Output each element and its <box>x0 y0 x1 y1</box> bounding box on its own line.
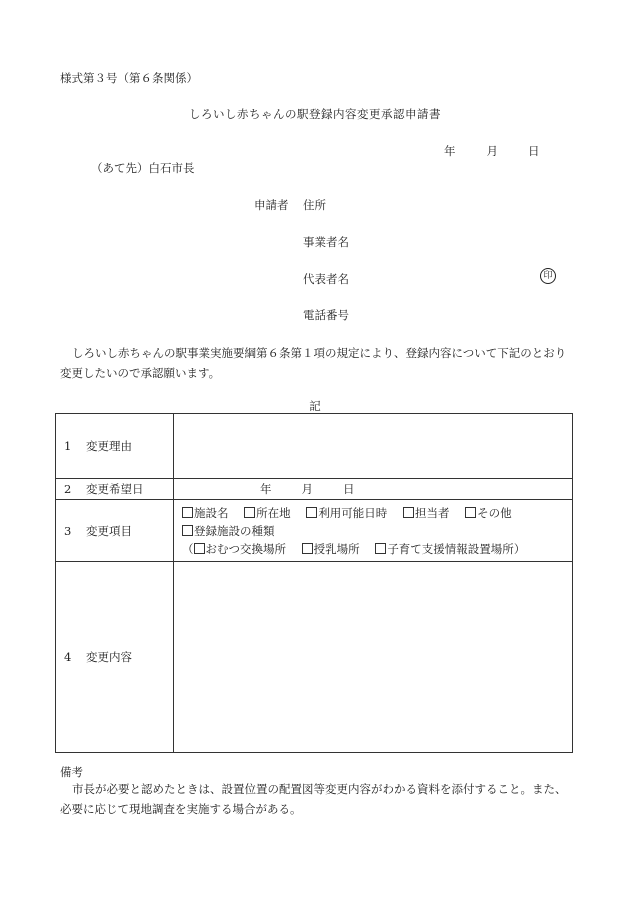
checkbox-label: 施設名 <box>194 505 229 520</box>
row-label <box>56 562 174 753</box>
ki-heading: 記 <box>309 399 321 413</box>
desired-date-day: 日 <box>343 482 355 496</box>
checkbox-label: 担当者 <box>414 505 450 520</box>
checkbox-other[interactable] <box>465 507 476 518</box>
desired-date-label: 変更希望日 <box>86 482 144 496</box>
checkbox-label: 子育て支援情報設置場所 <box>387 541 514 556</box>
document-title: しろいし赤ちゃんの駅登録内容変更承認申請書 <box>189 107 441 121</box>
phone-label: 電話番号 <box>303 308 349 322</box>
table-row <box>56 562 573 753</box>
date-year: 年 <box>444 144 456 158</box>
checkbox-label: 所在地 <box>256 505 291 520</box>
checkbox-label: 利用可能日時 <box>318 505 388 520</box>
checkbox-label: その他 <box>477 505 512 520</box>
notes-text: 市長が必要と認めたときは、設置位置の配置図等変更内容がわかる資料を添付すること。また、必要に応じて現地調査を実施する場合がある。 <box>60 782 567 816</box>
representative-label: 代表者名 <box>303 272 349 286</box>
addressee: （あて先）白石市長 <box>91 161 195 175</box>
row-label <box>56 500 174 562</box>
change-items-label: 変更項目 <box>86 523 132 538</box>
seal-icon: 印 <box>540 268 556 284</box>
table-row <box>56 414 573 479</box>
change-request-table <box>55 413 573 753</box>
form-number: 様式第３号（第６条関係） <box>60 71 198 85</box>
checkbox-person-in-charge[interactable] <box>403 507 414 518</box>
table-row <box>56 479 573 500</box>
paren-close: ） <box>513 541 526 556</box>
row-number: 2 <box>64 482 72 496</box>
checkbox-nursing-room[interactable] <box>302 543 313 554</box>
checkbox-label: 登録施設の種類 <box>194 523 275 538</box>
desired-date-field[interactable] <box>174 479 573 500</box>
notes-title: 備考 <box>60 765 83 779</box>
checkbox-available-hours[interactable] <box>306 507 317 518</box>
applicant-label: 申請者 <box>254 198 289 212</box>
checkbox-label: おむつ交換場所 <box>205 541 286 556</box>
checkbox-childcare-info[interactable] <box>375 543 386 554</box>
address-label: 住所 <box>303 198 326 212</box>
checkbox-facility-name[interactable] <box>182 507 193 518</box>
row-label <box>56 479 174 500</box>
row-label <box>56 414 174 479</box>
row-number: 1 <box>64 439 72 453</box>
change-details-label: 変更内容 <box>86 650 132 664</box>
checkbox-facility-type[interactable] <box>182 525 193 536</box>
date-month: 月 <box>486 144 498 158</box>
checkbox-diaper-changing[interactable] <box>194 543 205 554</box>
request-body-text: しろいし赤ちゃんの駅事業実施要綱第６条第１項の規定により、登録内容について下記のとおり変更したいので承認願います。 <box>60 346 567 380</box>
change-items-field <box>174 500 573 562</box>
paren-open: （ <box>182 541 194 556</box>
change-reason-label: 変更理由 <box>86 439 132 453</box>
desired-date-month: 月 <box>301 482 313 496</box>
change-details-field[interactable] <box>174 562 573 753</box>
checkbox-location[interactable] <box>244 507 255 518</box>
table-row <box>56 500 573 562</box>
business-name-label: 事業者名 <box>303 235 349 249</box>
change-reason-field[interactable] <box>174 414 573 479</box>
checkbox-label: 授乳場所 <box>313 541 360 556</box>
desired-date-year: 年 <box>260 482 272 496</box>
application-date <box>444 143 540 159</box>
row-number: 3 <box>64 523 72 538</box>
row-number: 4 <box>64 650 72 664</box>
date-day: 日 <box>528 144 540 158</box>
